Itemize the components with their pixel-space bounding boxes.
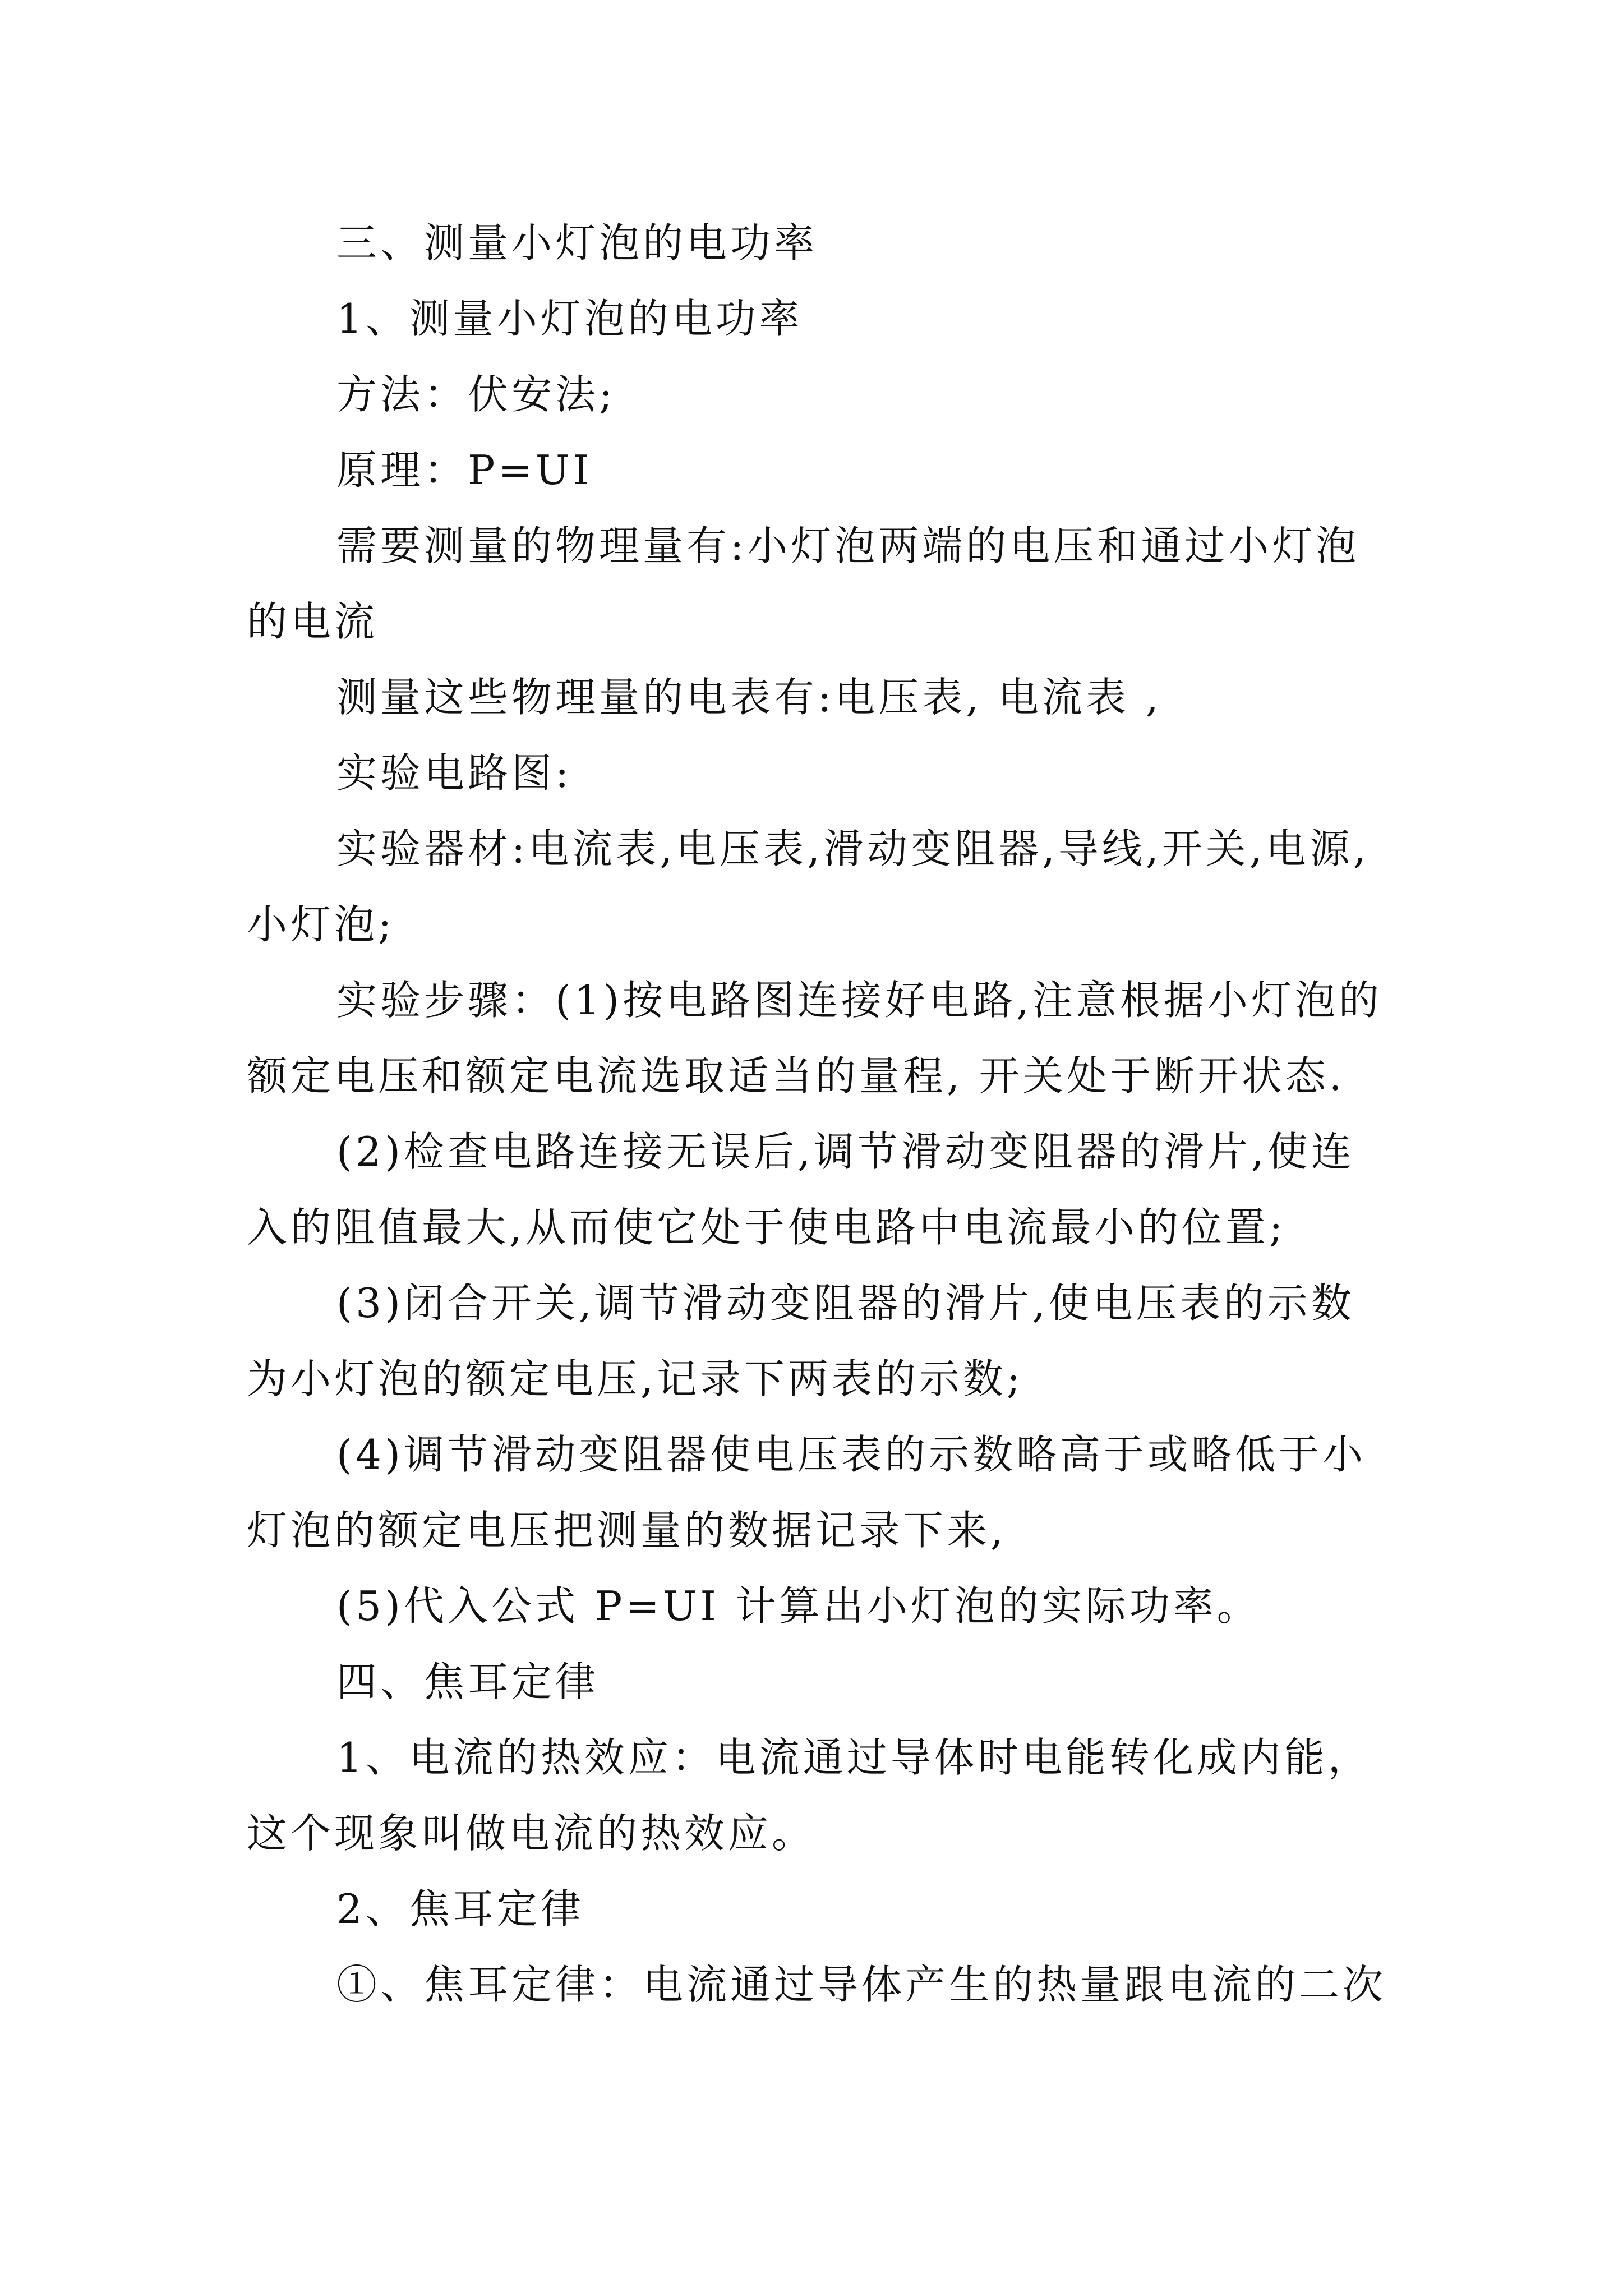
- paragraph-line: (3)闭合开关,调节滑动变阻器的滑片,使电压表的示数: [336, 1280, 1355, 1327]
- paragraph-line: (5)代入公式 P=UI 计算出小灯泡的实际功率。: [336, 1582, 1261, 1630]
- paragraph-line: 额定电压和额定电流选取适当的量程, 开关处于断开状态.: [247, 1052, 1345, 1099]
- paragraph-line: 方法：伏安法;: [336, 371, 616, 418]
- paragraph-line: 灯泡的额定电压把测量的数据记录下来,: [247, 1507, 1007, 1554]
- paragraph-line: 实验电路图:: [336, 749, 573, 797]
- paragraph-line: (2)检查电路连接无误后,调节滑动变阻器的滑片,使连: [336, 1128, 1355, 1175]
- paragraph-line: 实验器材:电流表,电压表,滑动变阻器,导线,开关,电源,: [336, 825, 1370, 872]
- paragraph-line: 实验步骤：(1)按电路图连接好电路,注意根据小灯泡的: [336, 977, 1382, 1024]
- paragraph-line: 为小灯泡的额定电压,记录下两表的示数;: [247, 1355, 1024, 1402]
- paragraph-line: 1、电流的热效应：电流通过导体时电能转化成内能，: [336, 1734, 1372, 1781]
- paragraph-line: ①、焦耳定律：电流通过导体产生的热量跟电流的二次: [336, 1961, 1387, 2008]
- paragraph-line: 需要测量的物理量有:小灯泡两端的电压和通过小灯泡: [336, 522, 1360, 569]
- paragraph-line: 原理：P=UI: [336, 447, 592, 494]
- section-heading-4: 四、焦耳定律: [336, 1658, 600, 1705]
- subsection-heading: 2、焦耳定律: [336, 1885, 584, 1932]
- paragraph-line: 这个现象叫做电流的热效应。: [247, 1810, 816, 1857]
- paragraph-line: 的电流: [247, 598, 379, 645]
- paragraph-line: 测量这些物理量的电表有:电压表, 电流表 ,: [336, 674, 1162, 721]
- paragraph-line: 小灯泡;: [247, 901, 395, 948]
- subsection-heading: 1、测量小灯泡的电功率: [336, 295, 803, 342]
- paragraph-line: 入的阻值最大,从而使它处于使电路中电流最小的位置;: [247, 1204, 1287, 1251]
- section-heading-3: 三、测量小灯泡的电功率: [336, 219, 818, 266]
- paragraph-line: (4)调节滑动变阻器使电压表的示数略高于或略低于小: [336, 1431, 1366, 1478]
